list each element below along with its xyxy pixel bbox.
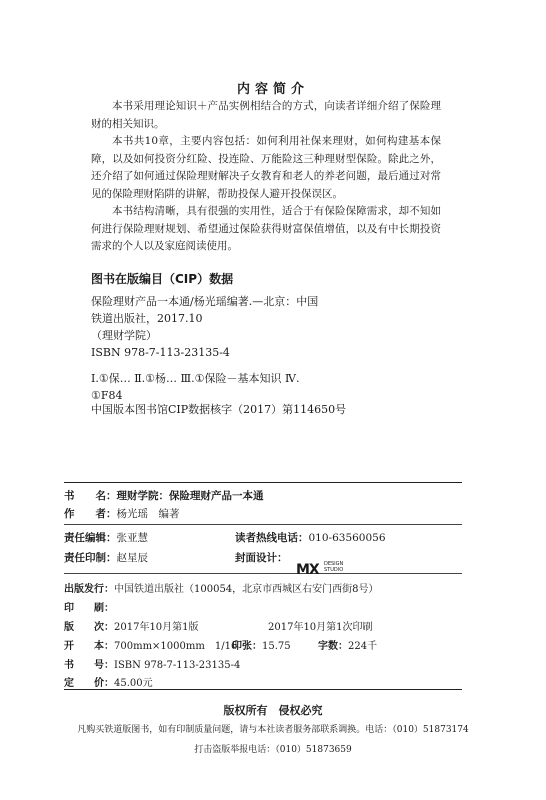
book-title-value: 理财学院：保险理财产品一本通 [116, 490, 264, 502]
editor-value: 张亚慧 [116, 532, 148, 544]
hotline-row [235, 530, 386, 545]
intro-paragraph: 本书结构清晰，具有很强的实用性，适合于有保险保障需求，却不知如何进行保险理财规划、希望通过保险获得财富保值增值，以及有中长期投资需求的个人以及家庭阅读使用。 [91, 205, 441, 252]
cover-design-row [235, 550, 288, 565]
book-title-label: 书 名： [64, 490, 117, 502]
cip-check-number: 中国版本图书馆CIP数据核字（2017）第114650号 [91, 403, 347, 416]
words-value: 224千 [348, 641, 378, 652]
copyright-notice: 版权所有 侵权必究 [223, 704, 323, 717]
price-label: 定 价： [64, 678, 114, 689]
design-studio-logo: MX [296, 562, 319, 578]
cover-design-label: 封面设计： [235, 552, 288, 564]
format-row [64, 637, 237, 652]
price-row [64, 674, 153, 689]
printer-row [64, 550, 148, 565]
isbn-row [64, 656, 240, 671]
edition-row [64, 618, 199, 633]
publisher-label: 出版发行： [64, 584, 114, 595]
divider [64, 482, 462, 483]
intro-body [91, 98, 441, 256]
format-label: 开 本： [64, 641, 114, 652]
format-value: 700mm×1000mm 1/16 [114, 641, 238, 652]
cip-isbn: ISBN 978-7-113-23135-4 [91, 346, 230, 359]
book-title-row [64, 488, 264, 503]
sheets-value: 15.75 [262, 641, 291, 652]
words-row [318, 637, 377, 652]
author-row [64, 506, 180, 521]
price-value: 45.00元 [114, 678, 153, 689]
hotline-label: 读者热线电话： [235, 532, 309, 544]
editor-row [64, 530, 148, 545]
piracy-report: 打击盗版举报电话：（010）51873659 [194, 745, 352, 755]
isbn-value: ISBN 978-7-113-23135-4 [114, 660, 241, 671]
words-label: 字数： [318, 641, 348, 652]
cip-line: ①F84 [91, 389, 123, 402]
divider [64, 573, 462, 574]
intro-title: 内容简介 [236, 82, 309, 97]
hotline-value: 010-63560056 [308, 532, 386, 544]
quality-notice: 凡购买铁道版图书，如有印制质量问题，请与本社读者服务部联系调换。电话：（010）51873174 [77, 725, 469, 735]
edition-value: 2017年10月第1版 [114, 622, 199, 633]
printer-label: 责任印制： [64, 552, 117, 564]
publisher-value: 中国铁道出版社（100054，北京市西城区右安门西街8号） [114, 584, 379, 595]
editor-label: 责任编辑： [64, 532, 117, 544]
design-studio-logo-text: DESIGN STUDIO [324, 561, 344, 573]
cip-line: 保险理财产品一本通/杨光瑶编著.—北京：中国 [91, 295, 319, 308]
cip-heading: 图书在版编目（CIP）数据 [91, 272, 234, 286]
author-value: 杨光瑶 编著 [116, 508, 180, 520]
author-label: 作 者： [64, 508, 117, 520]
printer-value: 赵星辰 [116, 552, 148, 564]
cip-record [91, 293, 318, 404]
publisher-row [64, 580, 379, 595]
edition-label: 版 次： [64, 622, 114, 633]
isbn-label: 书 号： [64, 660, 114, 671]
divider [64, 524, 462, 525]
sheets-label: 印张： [232, 641, 262, 652]
printing-value: 2017年10月第1次印刷 [268, 622, 373, 633]
cip-line: 铁道出版社，2017.10 [91, 312, 203, 325]
cip-line: Ⅰ.①保… Ⅱ.①杨… Ⅲ.①保险－基本知识 Ⅳ. [91, 372, 300, 385]
divider [64, 689, 462, 690]
intro-paragraph: 本书共10章，主要内容包括：如何利用社保来理财，如何构建基本保障，以及如何投资分红险、投连险、万能险这三种理财型保险。除此之外，还介绍了如何通过保险理财解决子女教育和老人的养老问题，最后通过对常见的保险理财陷阱的讲解，帮助投保人避开投保误区。 [91, 135, 441, 200]
cip-line: （理财学院） [91, 329, 157, 342]
intro-paragraph: 本书采用理论知识＋产品实例相结合的方式，向读者详细介绍了保险理财的相关知识。 [91, 100, 441, 130]
print-row [64, 599, 114, 614]
print-label: 印 刷： [64, 603, 114, 614]
sheets-row [232, 637, 291, 652]
